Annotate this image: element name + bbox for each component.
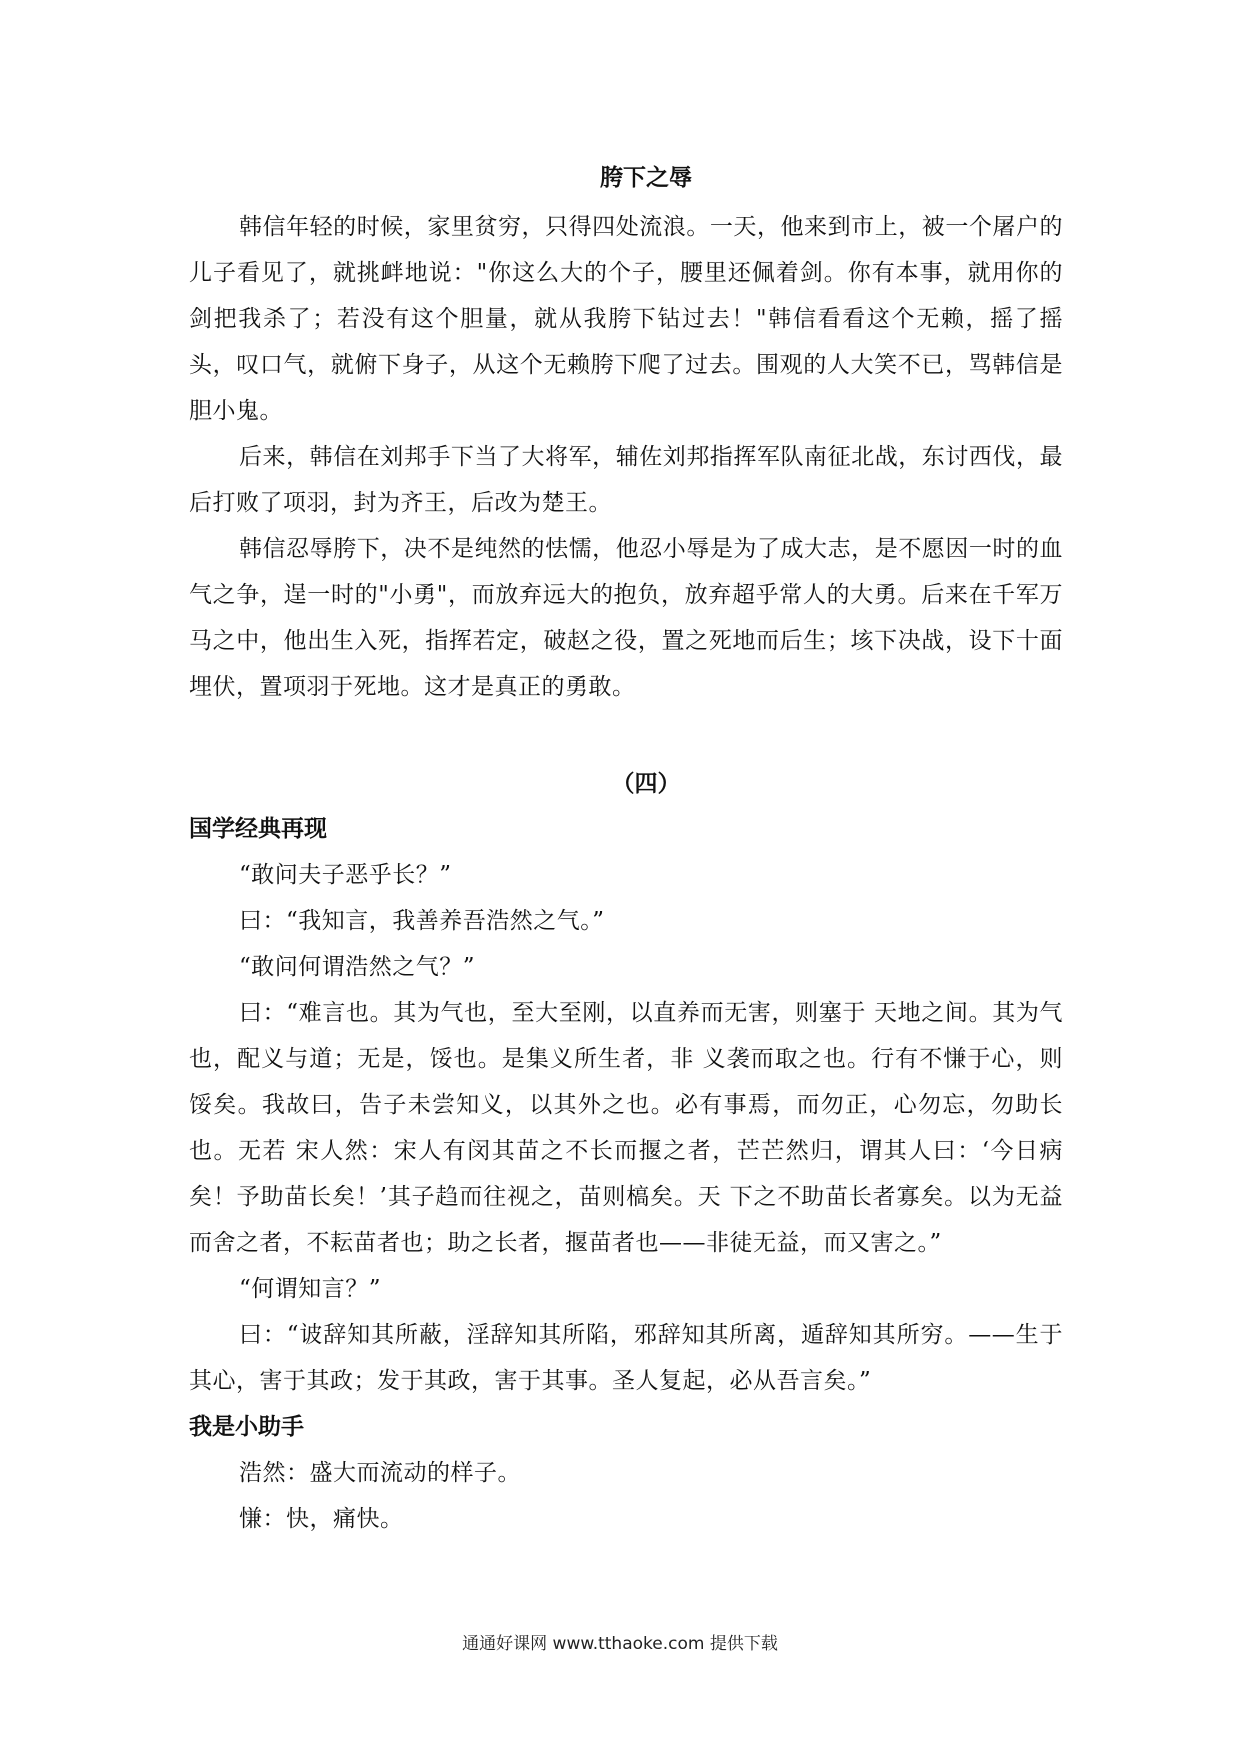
helper-line-1: 浩然：盛大而流动的样子。 (239, 1460, 521, 1486)
classic-line-5: “何谓知言？” (239, 1276, 382, 1302)
story-paragraph-3: 韩信忍辱胯下，决不是纯然的怯懦，他忍小辱是为了成大志，是不愿因一时的血气之争，逞一时的"小勇"，而放弃远大的抱负，放弃超乎常人的大勇。后来在千军万马之中，他出生入死，指挥若定，破赵之役，置之死地而后生；垓下决战，设下十面埋伏，置项羽于死地。这才是真正的勇敢。 (189, 536, 1063, 700)
story-paragraph-2: 后来，韩信在刘邦手下当了大将军，辅佐刘邦指挥军队南征北战，东讨西伐，最后打败了项羽，封为齐王，后改为楚王。 (189, 444, 1063, 516)
page-content (189, 158, 1063, 1542)
classic-line-3: “敢问何谓浩然之气？” (239, 954, 476, 980)
classic-line-4: 曰：“难言也。其为气也，至大至刚，以直养而无害，则塞于 天地之间。其为气也，配义与道；无是，馁也。是集义所生者，非 义袭而取之也。行有不慊于心，则馁矣。我故曰，告子未尝知义，以其外之也。必有事焉，而勿正，心勿忘，勿助长也。无若 宋人然：宋人有闵其苗之不长而揠之者，芒芒然归，谓其人曰：‘今日病矣！予助苗长矣！’其子趋而往视之，苗则槁矣。天 下之不助苗长者寡矣。以为无益而舍之者，不耘苗者也；助之长者，揠苗者也——非徒无益，而又害之。” (189, 1000, 1063, 1256)
page-footer: 通通好课网 www.tthaoke.com 提供下载 (462, 1634, 778, 1654)
classic-line-6: 曰：“诐辞知其所蔽，淫辞知其所陷，邪辞知其所离，遁辞知其所穷。——生于其心，害于其政；发于其政，害于其事。圣人复起，必从吾言矣。” (189, 1322, 1063, 1394)
classic-line-1: “敢问夫子恶乎长？” (239, 862, 452, 888)
classic-line-2: 曰：“我知言，我善养吾浩然之气。” (239, 908, 605, 934)
section-title: （四） (611, 770, 681, 797)
helper-line-2: 慊：快，痛快。 (239, 1506, 404, 1532)
classic-heading: 国学经典再现 (189, 816, 327, 842)
helper-heading: 我是小助手 (189, 1414, 304, 1440)
story-paragraph-1: 韩信年轻的时候，家里贫穷，只得四处流浪。一天，他来到市上，被一个屠户的儿子看见了，就挑衅地说："你这么大的个子，腰里还佩着剑。你有本事，就用你的剑把我杀了；若没有这个胆量，就从我胯下钻过去！"韩信看看这个无赖，摇了摇头，叹口气，就俯下身子，从这个无赖胯下爬了过去。围观的人大笑不已，骂韩信是胆小鬼。 (189, 214, 1063, 424)
story-title: 胯下之辱 (600, 164, 692, 191)
section-gap (189, 710, 1063, 762)
